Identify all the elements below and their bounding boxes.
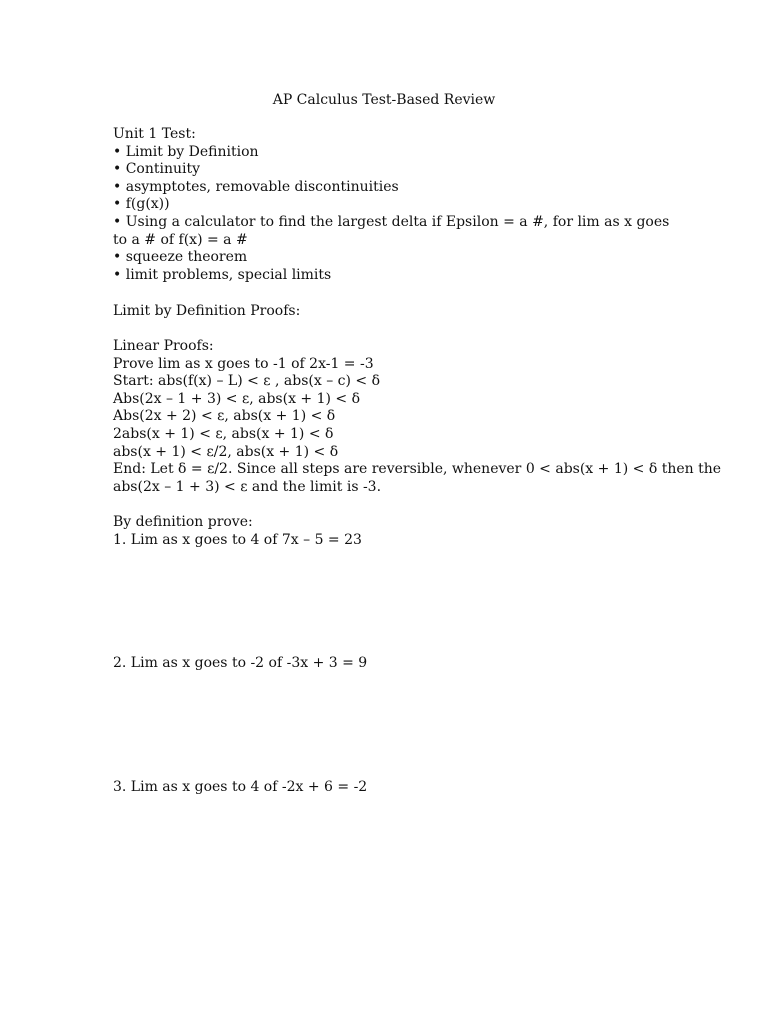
proof-line: Abs(2x – 1 + 3) < ε, abs(x + 1) < δ xyxy=(113,390,361,407)
proof-line: Start: abs(f(x) – L) < ε , abs(x – c) < δ xyxy=(113,373,381,390)
exercise-item: 3. Lim as x goes to 4 of -2x + 6 = -2 xyxy=(113,779,368,795)
topic-list xyxy=(113,144,673,285)
proof-line: Prove lim as x goes to -1 of 2x-1 = -3 xyxy=(113,355,374,372)
exercise-item-2-block xyxy=(113,655,673,673)
proofs-section-heading xyxy=(113,303,673,321)
document-title: AP Calculus Test-Based Review xyxy=(272,92,496,108)
topic-item: • limit problems, special limits xyxy=(113,267,673,285)
unit-test-section xyxy=(113,126,673,284)
proof-line: 2abs(x + 1) < ε, abs(x + 1) < δ xyxy=(113,425,334,442)
exercise-item: 1. Lim as x goes to 4 of 7x – 5 = 23 xyxy=(113,531,362,548)
proof-line: End: Let δ = ε/2. Since all steps are reversible, whenever 0 < abs(x + 1) < δ then the xyxy=(113,461,722,478)
topic-item: • Continuity xyxy=(113,161,673,179)
proof-line: abs(x + 1) < ε/2, abs(x + 1) < δ xyxy=(113,443,339,460)
exercises-heading: By definition prove: xyxy=(113,514,253,530)
topic-item: • f(g(x)) xyxy=(113,196,673,214)
topic-item: • Using a calculator to find the largest delta if Epsilon = a #, for lim as x goes to a # of f(x) = a # xyxy=(113,214,673,249)
topic-item: • squeeze theorem xyxy=(113,249,673,267)
exercises-section xyxy=(113,514,673,549)
proof-line: abs(2x – 1 + 3) < ε and the limit is -3. xyxy=(113,478,382,495)
proofs-heading-text: Limit by Definition Proofs: xyxy=(113,303,301,319)
exercise-item: 2. Lim as x goes to -2 of -3x + 3 = 9 xyxy=(113,655,368,671)
topic-item: • Limit by Definition xyxy=(113,144,673,162)
linear-heading: Linear Proofs: xyxy=(113,338,214,354)
topic-item: • asymptotes, removable discontinuities xyxy=(113,179,673,197)
unit-heading: Unit 1 Test: xyxy=(113,126,196,142)
linear-proofs-section xyxy=(113,338,722,496)
exercise-item-3-block xyxy=(113,779,673,797)
proof-line: Abs(2x + 2) < ε, abs(x + 1) < δ xyxy=(113,408,336,425)
